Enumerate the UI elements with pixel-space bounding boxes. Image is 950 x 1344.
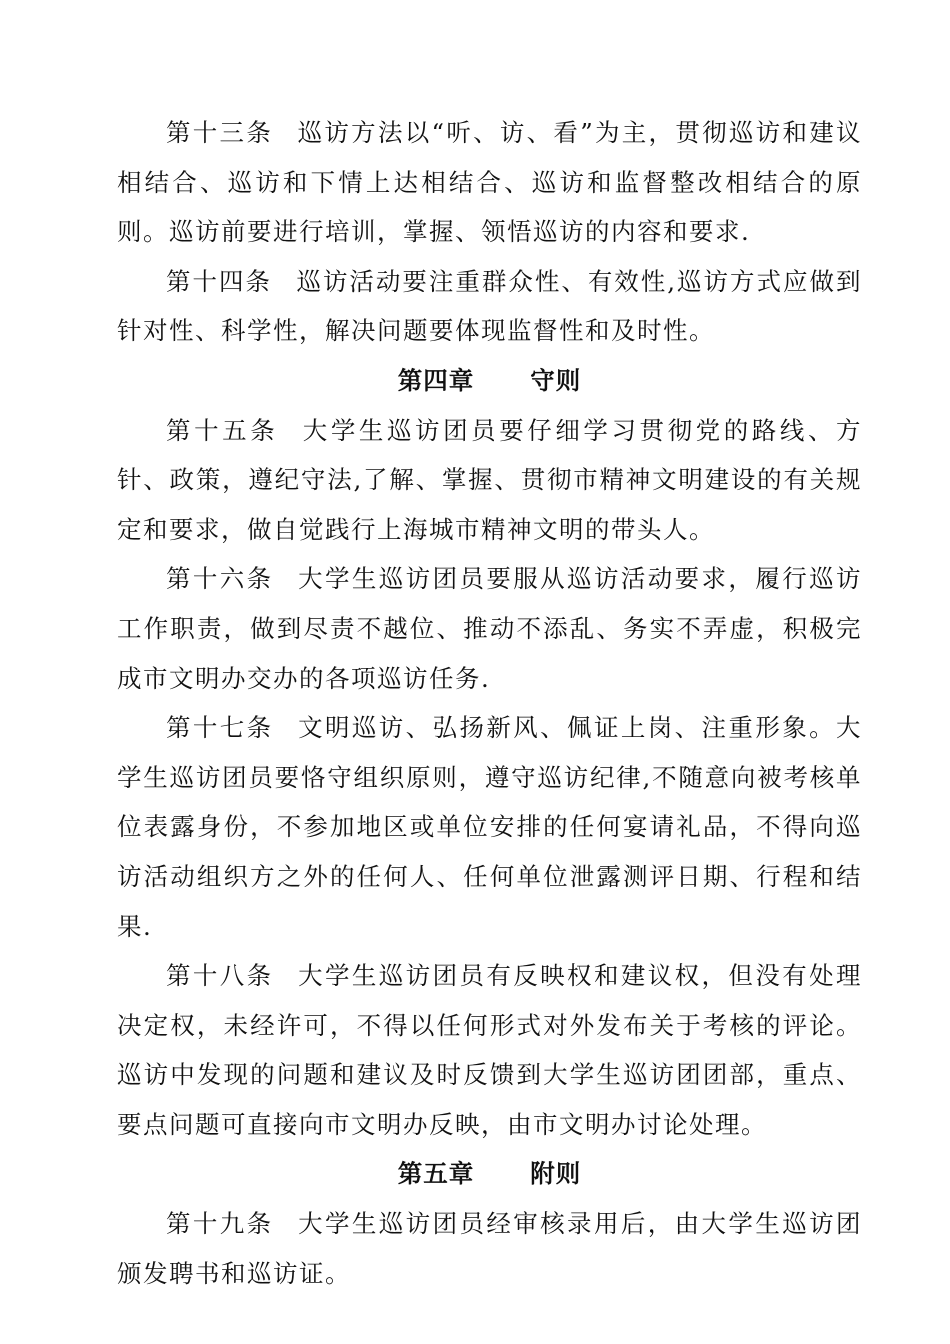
chapter-number: 第四章 <box>397 365 475 395</box>
article-number: 第十七条 <box>166 713 274 743</box>
article-text: 大学生巡访团员要仔细学习贯彻党的路线、方针、政策，遵纪守法,了解、掌握、贯彻市精神文明建设的有关规定和要求，做自觉践行上海城市精神文明的带头人。 <box>117 415 863 544</box>
article-17 <box>117 703 862 951</box>
article-14 <box>117 257 862 356</box>
article-13 <box>117 108 862 257</box>
article-text: 巡访活动要注重群众性、有效性,巡访方式应做到针对性、科学性，解决问题要体现监督性和及时性。 <box>117 266 862 346</box>
article-number: 第十八条 <box>166 961 274 991</box>
article-18 <box>117 951 862 1149</box>
chapter-title: 附则 <box>530 1159 582 1189</box>
chapter-number: 第五章 <box>397 1159 475 1189</box>
article-text: 文明巡访、弘扬新风、佩证上岗、注重形象。大学生巡访团员要恪守组织原则，遵守巡访纪律,不随意向被考核单位表露身份，不参加地区或单位安排的任何宴请礼品，不得向巡访活动组织方之外的任何人、任何单位泄露测评日期、行程和结果. <box>117 713 863 941</box>
chapter-heading-4 <box>117 356 862 406</box>
article-number: 第十五条 <box>166 415 279 445</box>
document-page <box>117 108 862 1298</box>
chapter-title: 守则 <box>530 365 582 395</box>
article-number: 第十三条 <box>166 118 274 147</box>
article-text: 大学生巡访团员经审核录用后，由大学生巡访团颁发聘书和巡访证。 <box>117 1209 863 1288</box>
article-text: 巡访方法以“听、访、看”为主，贯彻巡访和建议相结合、巡访和下情上达相结合、巡访和监督整改相结合的原则。巡访前要进行培训，掌握、领悟巡访的内容和要求. <box>117 118 863 247</box>
article-text: 大学生巡访团员要服从巡访活动要求，履行巡访工作职责，做到尽责不越位、推动不添乱、务实不弄虚，积极完成市文明办交办的各项巡访任务. <box>117 564 863 693</box>
article-15 <box>117 406 862 555</box>
article-number: 第十六条 <box>166 564 274 594</box>
article-16 <box>117 554 862 703</box>
chapter-heading-5 <box>117 1149 862 1199</box>
article-number: 第十四条 <box>166 266 272 296</box>
article-number: 第十九条 <box>166 1209 274 1239</box>
article-text: 大学生巡访团员有反映权和建议权，但没有处理决定权，未经许可，不得以任何形式对外发布关于考核的评论。巡访中发现的问题和建议及时反馈到大学生巡访团团部，重点、要点问题可直接向市文明办反映，由市文明办讨论处理。 <box>117 961 863 1139</box>
article-19 <box>117 1199 862 1298</box>
